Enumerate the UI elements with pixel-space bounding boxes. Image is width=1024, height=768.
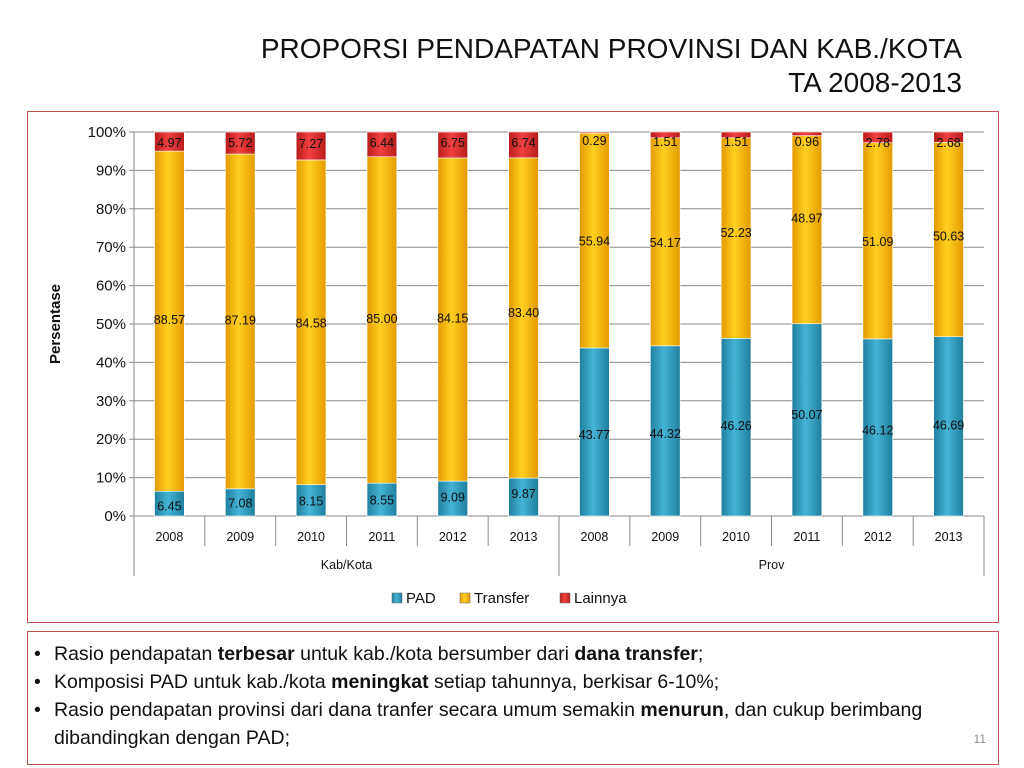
y-tick-label: 70% (95, 239, 126, 257)
x-tick-label: 2010 (297, 530, 325, 544)
title-line-1: PROPORSI PENDAPATAN PROVINSI DAN KAB./KOTA (260, 33, 962, 64)
x-tick-label: 2009 (651, 530, 680, 544)
y-tick-label: 10% (95, 469, 126, 487)
data-label: 2.78 (865, 136, 890, 151)
group-label: Kab/Kota (320, 558, 373, 572)
data-label: 0.29 (582, 134, 607, 148)
note-emphasis: menurun (640, 699, 724, 721)
y-tick-label: 40% (95, 354, 126, 372)
notes-list (28, 640, 998, 752)
data-label: 44.32 (649, 426, 681, 441)
data-label: 50.07 (791, 407, 823, 422)
x-tick-label: 2008 (580, 530, 609, 544)
data-label: 83.40 (507, 305, 540, 320)
data-label: 84.58 (295, 316, 327, 331)
note-text: setiap tahunnya, berkisar 6-10%; (428, 671, 720, 693)
x-tick-label: 2011 (793, 530, 821, 544)
x-tick-label: 2009 (226, 530, 255, 544)
data-label: 52.23 (720, 226, 752, 241)
note-item (54, 696, 998, 752)
y-tick-label: 100% (87, 124, 126, 141)
bar-segment-transfer (792, 136, 822, 324)
data-label: 6.45 (157, 499, 182, 514)
data-label: 6.75 (440, 136, 465, 151)
data-label: 8.55 (369, 493, 395, 508)
data-label: 84.15 (437, 311, 469, 326)
legend-label: Lainnya (574, 590, 627, 607)
x-tick-label: 2013 (509, 530, 538, 544)
y-tick-label: 30% (95, 392, 126, 410)
x-tick-label: 2013 (934, 530, 963, 544)
note-text: Rasio pendapatan (54, 643, 218, 665)
data-label: 7.27 (298, 137, 324, 151)
data-label: 54.17 (649, 235, 681, 250)
legend-label: Transfer (474, 590, 530, 607)
x-tick-label: 2012 (438, 530, 467, 544)
x-tick-label: 2010 (722, 530, 750, 544)
chart-panel (27, 111, 999, 623)
note-text: Rasio pendapatan provinsi dari dana tranfer secara umum semakin (54, 699, 641, 721)
data-label: 50.63 (932, 229, 965, 244)
data-label: 55.94 (578, 234, 611, 249)
legend-label: PAD (406, 590, 436, 607)
data-label: 87.19 (224, 313, 256, 328)
data-label: 1.51 (653, 135, 678, 149)
y-tick-label: 90% (95, 162, 126, 180)
y-tick-label: 60% (95, 277, 126, 295)
legend-swatch-lainnya (560, 593, 570, 603)
data-label: 46.12 (862, 423, 894, 438)
y-tick-label: 0% (104, 508, 126, 525)
data-label: 88.57 (153, 313, 186, 328)
data-label: 85.00 (366, 311, 398, 326)
note-item (54, 640, 998, 668)
note-text: ; (697, 643, 704, 665)
data-label: 46.69 (932, 418, 965, 433)
x-tick-label: 2011 (368, 530, 396, 544)
note-text: Komposisi PAD untuk kab./kota (54, 671, 332, 693)
y-tick-label: 20% (95, 431, 126, 449)
data-label: 6.74 (511, 135, 536, 150)
note-item (54, 668, 998, 696)
note-text: , dan cukup berimbang dibandingkan dengan PAD; (54, 699, 923, 749)
data-label: 9.87 (511, 487, 536, 502)
data-label: 2.68 (936, 136, 961, 150)
group-label: Prov (758, 558, 785, 572)
slide-number: 11 (973, 732, 986, 746)
y-axis-title: Persentase (47, 283, 64, 365)
note-emphasis: dana transfer (574, 643, 698, 665)
data-label: 46.26 (720, 419, 752, 434)
bar-segment-lainnya (580, 132, 610, 133)
data-label: 4.97 (157, 136, 182, 151)
note-text: untuk kab./kota bersumber dari (294, 643, 575, 665)
data-label: 51.09 (862, 234, 894, 249)
y-tick-label: 80% (95, 200, 126, 218)
data-label: 9.09 (440, 490, 465, 505)
legend-swatch-pad (392, 593, 402, 603)
x-tick-label: 2012 (863, 530, 892, 544)
data-label: 6.44 (369, 136, 395, 151)
data-label: 43.77 (578, 427, 611, 442)
data-label: 7.08 (228, 496, 253, 511)
slide-title (261, 32, 962, 100)
y-tick-label: 50% (95, 316, 126, 333)
data-label: 0.96 (794, 135, 820, 149)
data-label: 48.97 (791, 211, 823, 226)
data-label: 5.72 (228, 136, 253, 151)
legend-swatch-transfer (460, 593, 470, 603)
title-line-2: TA 2008-2013 (788, 67, 962, 98)
note-emphasis: meningkat (331, 671, 429, 693)
x-tick-label: 2008 (155, 530, 184, 544)
notes-panel (27, 631, 999, 765)
data-label: 8.15 (298, 494, 324, 509)
note-emphasis: terbesar (217, 643, 295, 665)
data-label: 1.51 (723, 135, 749, 149)
stacked-bar-chart (28, 112, 997, 621)
